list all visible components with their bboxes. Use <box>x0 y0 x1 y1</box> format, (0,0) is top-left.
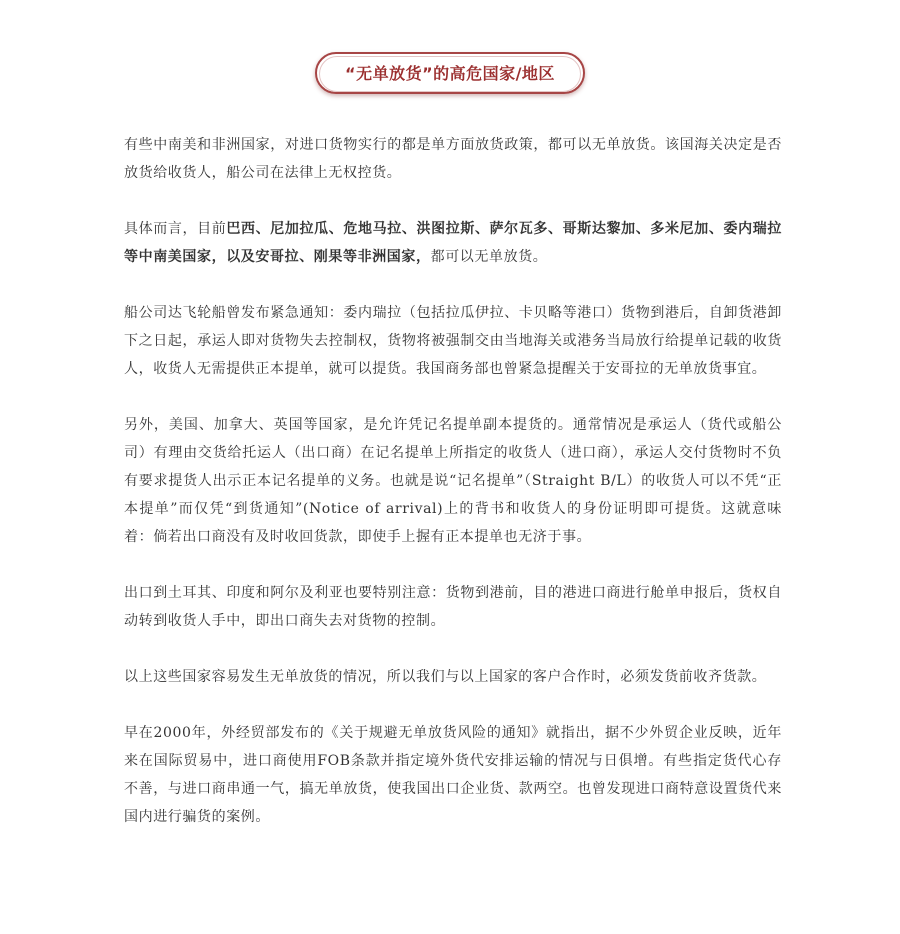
article-body <box>124 131 782 831</box>
paragraph-gap <box>124 187 782 215</box>
title-badge <box>315 52 585 94</box>
paragraph-1: 有些中南美和非洲国家，对进口货物实行的都是单方面放货政策，都可以无单放货。该国海关决定是否放货给收货人，船公司在法律上无权控货。 <box>124 137 782 181</box>
paragraph-2-country-list: 巴西、尼加拉瓜、危地马拉、洪图拉斯、萨尔瓦多、哥斯达黎加、多米尼加、委内瑞拉等中南美国家，以及安哥拉、刚果等非洲国家， <box>124 221 782 265</box>
title-area <box>0 52 900 94</box>
paragraph-7: 早在2000年，外经贸部发布的《关于规避无单放货风险的通知》就指出，据不少外贸企业反映，近年来在国际贸易中，进口商使用FOB条款并指定境外货代安排运输的情况与日俱增。有些指定货代心存不善，与进口商串通一气，搞无单放货，使我国出口企业货、款两空。也曾发现进口商特意设置货代来国内进行骗货的案例。 <box>124 725 782 825</box>
paragraph-2 <box>124 215 782 271</box>
paragraph-gap <box>124 635 782 663</box>
paragraph-5: 出口到土耳其、印度和阿尔及利亚也要特别注意：货物到港前，目的港进口商进行舱单申报后，货权自动转到收货人手中，即出口商失去对货物的控制。 <box>124 585 782 629</box>
paragraph-gap <box>124 551 782 579</box>
paragraph-2-lead: 具体而言，目前 <box>124 221 227 237</box>
paragraph-6: 以上这些国家容易发生无单放货的情况，所以我们与以上国家的客户合作时，必须发货前收齐货款。 <box>124 669 767 685</box>
paragraph-gap <box>124 271 782 299</box>
paragraph-2-tail: 都可以无单放货。 <box>430 249 548 265</box>
paragraph-gap <box>124 691 782 719</box>
paragraph-gap <box>124 383 782 411</box>
paragraph-3: 船公司达飞轮船曾发布紧急通知：委内瑞拉（包括拉瓜伊拉、卡贝略等港口）货物到港后，自卸货港卸下之日起，承运人即对货物失去控制权，货物将被强制交由当地海关或港务当局放行给提单记载的收货人，收货人无需提供正本提单，就可以提货。我国商务部也曾紧急提醒关于安哥拉的无单放货事宜。 <box>124 305 782 377</box>
paragraph-4: 另外，美国、加拿大、英国等国家，是允许凭记名提单副本提货的。通常情况是承运人（货代或船公司）有理由交货给托运人（出口商）在记名提单上所指定的收货人（进口商），承运人交付货物时不负有要求提货人出示正本记名提单的义务。也就是说“记名提单”（Straight B/L）的收货人可以不凭“正本提单”而仅凭“到货通知”(Notice of arrival)上的背书和收货人的身份证明即可提货。这就意味着：倘若出口商没有及时收回货款，即使手上握有正本提单也无济于事。 <box>124 417 782 545</box>
page-title: “无单放货”的高危国家/地区 <box>319 56 581 92</box>
